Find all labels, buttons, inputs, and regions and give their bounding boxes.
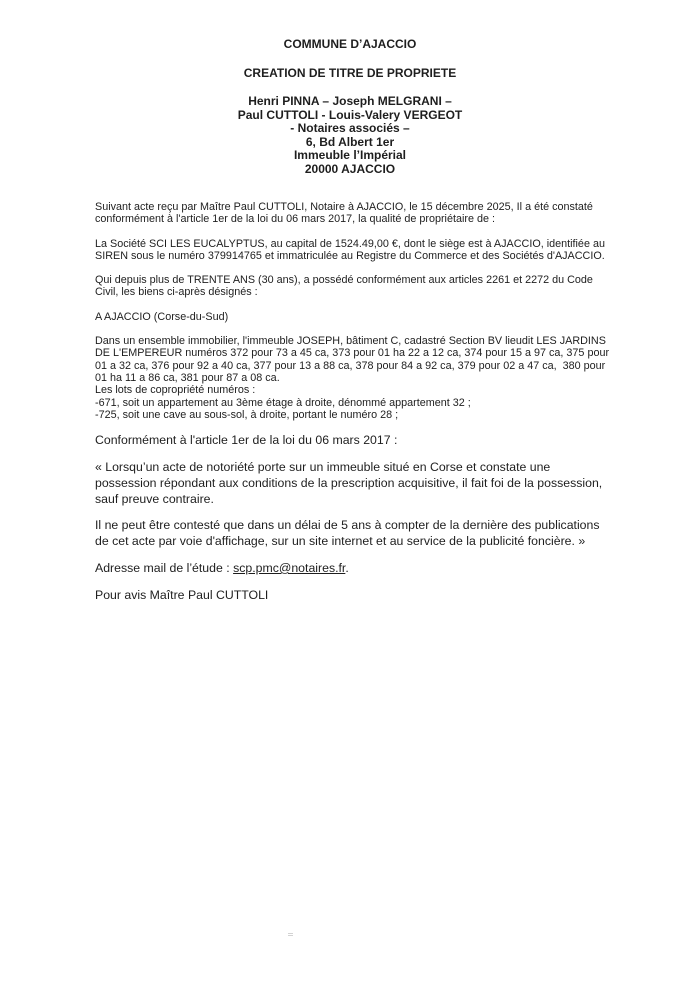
- email-label: Adresse mail de l’étude :: [95, 560, 234, 575]
- text-line: Dans un ensemble immobilier, l'immeuble JOSEPH, bâtiment C, cadastré Section BV lieudit LES JARDINS: [95, 335, 606, 348]
- paragraph-societe: [95, 238, 675, 263]
- lots-intro-line: Les lots de copropriété numéros :: [95, 384, 256, 397]
- paragraph-quote-contestation: [95, 518, 675, 550]
- text-line: DE L'EMPEREUR numéros 372 pour 73 a 45 ca, 373 pour 01 ha 22 a 12 ca, 374 pour 15 a 97 ca, 375 pour: [95, 347, 610, 360]
- text-line: Il ne peut être contesté que dans un délai de 5 ans à compter de la dernière des publications: [95, 518, 600, 533]
- text-line: Conformément à l'article 1er de la loi du 06 mars 2017 :: [95, 433, 398, 448]
- text-line: de cet acte par voie d'affichage, sur un site internet et au service de la publicité foncière. »: [95, 534, 586, 549]
- text-line: « Lorsqu’un acte de notoriété porte sur un immeuble situé en Corse et constate une: [95, 459, 551, 474]
- paragraph-email: [95, 561, 675, 577]
- commune-title: COMMUNE D’AJACCIO: [283, 37, 417, 51]
- text-line: La Société SCI LES EUCALYPTUS, au capital de 1524.49,00 €, dont le siège est à AJACCIO, identifiée au: [95, 237, 605, 250]
- text-line: conformément à l'article 1er de la loi du 06 mars 2017, la qualité de propriétaire de :: [95, 213, 495, 226]
- notary-role-line: - Notaires associés –: [290, 121, 410, 135]
- body-small-section: [95, 201, 675, 421]
- text-line: 01 a 32 ca, 376 pour 92 a 40 ca, 377 pour 13 a 88 ca, 378 pour 84 a 92 ca, 379 pour 02 a 47 ca, 380 pour: [95, 359, 606, 372]
- notary-names-line: Henri PINNA – Joseph MELGRANI –: [248, 94, 452, 108]
- body-large-section: [95, 433, 675, 603]
- paragraph-quote-possession: [95, 460, 675, 507]
- paragraph-acte: [95, 201, 675, 226]
- lot-item-line: -671, soit un appartement au 3ème étage à droite, dénommé appartement 32 ;: [95, 396, 471, 409]
- email-period: .: [345, 560, 349, 575]
- text-line: SIREN sous le numéro 379914765 et immatriculée au Registre du Commerce et des Sociétés d'AJACCIO.: [95, 249, 605, 262]
- scan-artifact-speck: [288, 933, 293, 937]
- notary-office-block: [0, 95, 700, 176]
- document-body: [95, 201, 675, 615]
- lot-item-line: -725, soit une cave au sous-sol, à droite, portant le numéro 28 ;: [95, 408, 399, 421]
- text-line: Civil, les biens ci-après désignés :: [95, 286, 258, 299]
- document-header: [0, 38, 700, 176]
- text-line: possession répondant aux conditions de la prescription acquisitive, il fait foi de la possession,: [95, 475, 603, 490]
- text-line: sauf preuve contraire.: [95, 491, 214, 506]
- paragraph-conformement: [95, 433, 675, 449]
- notary-names-line: Paul CUTTOLI - Louis-Valery VERGEOT: [237, 107, 463, 122]
- text-line: A AJACCIO (Corse-du-Sud): [95, 310, 229, 323]
- text-line: Qui depuis plus de TRENTE ANS (30 ans), a possédé conformément aux articles 2261 et 2272 du Code: [95, 274, 593, 287]
- notary-building-line: Immeuble l’Impérial: [293, 148, 407, 162]
- document-title: CREATION DE TITRE DE PROPRIETE: [243, 65, 457, 80]
- text-line: Pour avis Maître Paul CUTTOLI: [95, 587, 269, 602]
- notary-address-line: 6, Bd Albert 1er: [305, 134, 395, 149]
- paragraph-cadastre: [95, 335, 675, 421]
- email-address: scp.pmc@notaires.fr: [233, 560, 346, 575]
- paragraph-signoff: [95, 588, 675, 604]
- text-line: Suivant acte reçu par Maître Paul CUTTOLI, Notaire à AJACCIO, le 15 décembre 2025, Il a été constaté: [95, 201, 593, 213]
- text-line: 01 ha 11 a 86 ca, 381 pour 87 a 08 ca.: [95, 371, 280, 384]
- notary-city-line: 20000 AJACCIO: [304, 161, 396, 176]
- paragraph-location: [95, 311, 675, 323]
- paragraph-possession: [95, 274, 675, 299]
